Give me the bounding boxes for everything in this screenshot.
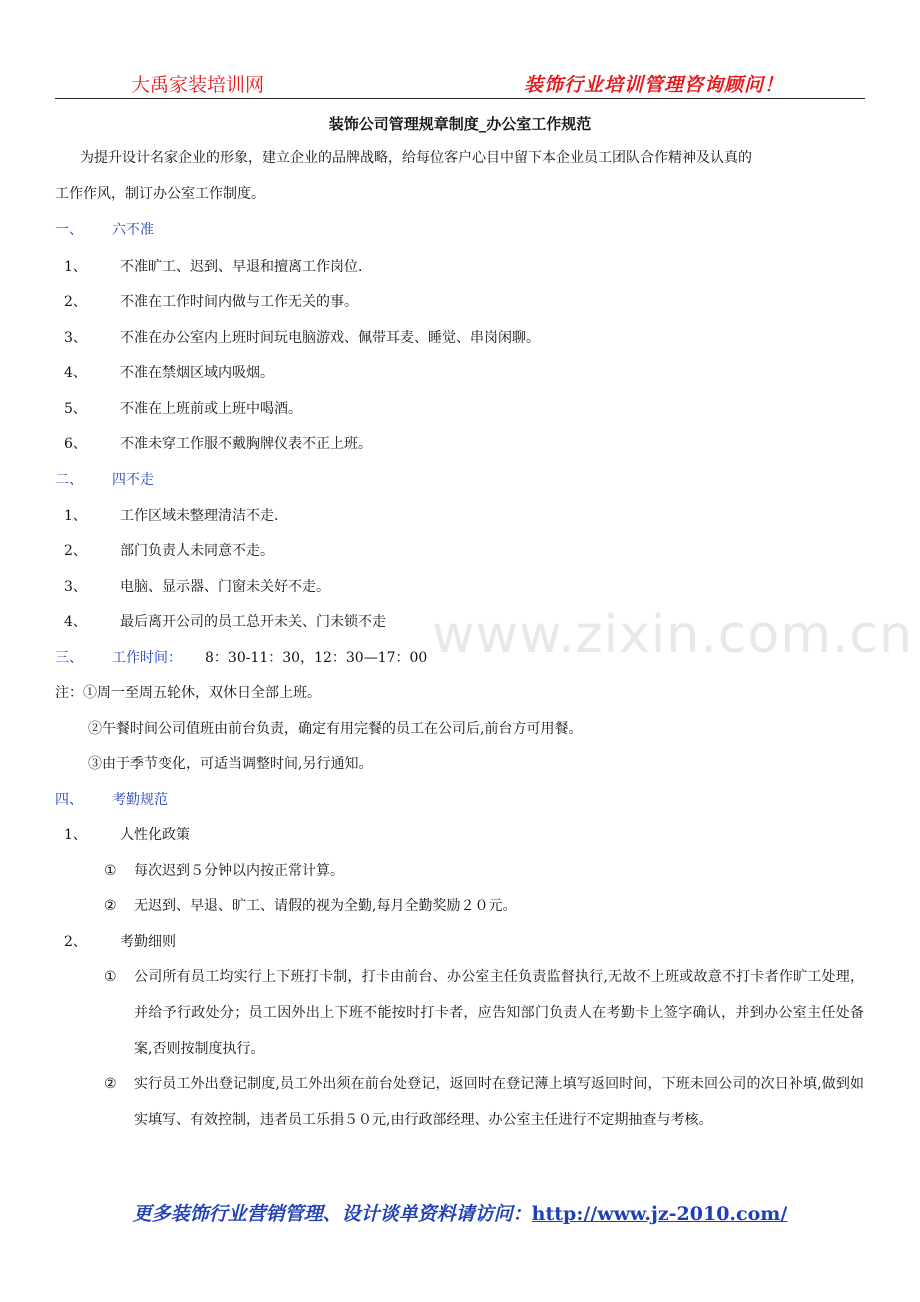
s1-item-5-text: 不准在上班前或上班中喝酒。 <box>120 401 302 417</box>
section-1-number: 一、 <box>55 222 83 238</box>
s4-sub-2-item-2-text: 实行员工外出登记制度,员工外出须在前台处登记，返回时在登记薄上填写返回时间，下班未回公司的次日补填,做到如实填写、有效控制，违者员工乐捐５０元,由行政部经理、办公室主任进行不定期抽查与考核。 <box>134 1076 864 1128</box>
section-4-title: 考勤规范 <box>112 792 168 808</box>
intro-line-2: 工作作风，制订办公室工作制度。 <box>55 186 265 202</box>
s1-item-2-number: 2、 <box>64 294 87 310</box>
watermark: www.zixin.com.cn <box>432 605 913 665</box>
header-divider <box>55 98 865 99</box>
s2-item-4-text: 最后离开公司的员工总开未关、门未锁不走 <box>120 614 386 630</box>
section-1-title: 六不准 <box>112 222 154 238</box>
header-slogan: 装饰行业培训管理咨询顾问！ <box>524 74 785 96</box>
section-2-number: 二、 <box>55 472 83 488</box>
section-2-title: 四不走 <box>112 472 154 488</box>
s4-sub-1-item-2-marker: ② <box>104 898 117 914</box>
s2-item-1-text: 工作区域未整理清洁不走. <box>120 508 279 524</box>
s1-item-4-number: 4、 <box>64 365 87 381</box>
s4-sub-1-item-1-marker: ① <box>104 863 117 879</box>
s1-item-1-number: 1、 <box>64 259 87 275</box>
s1-item-3-text: 不准在办公室内上班时间玩电脑游戏、佩带耳麦、睡觉、串岗闲聊。 <box>120 330 540 346</box>
s1-item-1-text: 不准旷工、迟到、早退和擅离工作岗位. <box>120 259 363 275</box>
note-2: ②午餐时间公司值班由前台负责，确定有用完餐的员工在公司后,前台方可用餐。 <box>88 721 583 737</box>
s4-sub-2-number: 2、 <box>64 934 87 950</box>
section-3-number: 三、 <box>55 650 83 666</box>
footer-link[interactable]: http://www.jz-2010.com/ <box>531 1203 788 1225</box>
s4-sub-1-item-2-text: 无迟到、早退、旷工、请假的视为全勤,每月全勤奖励２０元。 <box>134 898 517 914</box>
note-1: 注：①周一至周五轮休，双休日全部上班。 <box>55 685 321 701</box>
working-hours: 8：30-11：30，12：30—17：00 <box>205 650 428 666</box>
s4-sub-1-number: 1、 <box>64 827 87 843</box>
s4-sub-2-item-1-text: 公司所有员工均实行上下班打卡制，打卡由前台、办公室主任负责监督执行,无故不上班或故意不打卡者作旷工处理，并给予行政处分；员工因外出上下班不能按时打卡者，应告知部门负责人在考勤卡上签字确认，并到办公室主任处备案,否则按制度执行。 <box>134 969 864 1057</box>
s4-sub-2-title: 考勤细则 <box>120 934 176 950</box>
s4-sub-1-title: 人性化政策 <box>120 827 190 843</box>
s2-item-3-text: 电脑、显示器、门窗未关好不走。 <box>120 579 330 595</box>
s2-item-2-number: 2、 <box>64 543 87 559</box>
note-3: ③由于季节变化，可适当调整时间,另行通知。 <box>88 756 373 772</box>
s1-item-5-number: 5、 <box>64 401 87 417</box>
s2-item-2-text: 部门负责人未同意不走。 <box>120 543 274 559</box>
s1-item-6-number: 6、 <box>64 436 87 452</box>
footer-text: 更多装饰行业营销管理、设计谈单资料请访问： <box>132 1203 532 1225</box>
s1-item-3-number: 3、 <box>64 330 87 346</box>
s4-sub-1-item-1-text: 每次迟到５分钟以内按正常计算。 <box>134 863 344 879</box>
section-4-number: 四、 <box>55 792 83 808</box>
footer <box>0 1199 920 1226</box>
page-title: 装饰公司管理规章制度_办公室工作规范 <box>328 115 592 133</box>
s2-item-3-number: 3、 <box>64 579 87 595</box>
s4-sub-2-item-1-marker: ① <box>104 969 117 985</box>
s1-item-2-text: 不准在工作时间内做与工作无关的事。 <box>120 294 358 310</box>
section-3-title: 工作时间： <box>112 650 182 666</box>
s1-item-6-text: 不准未穿工作服不戴胸牌仪表不正上班。 <box>120 436 372 452</box>
s2-item-4-number: 4、 <box>64 614 87 630</box>
intro-line-1: 为提升设计名家企业的形象，建立企业的品牌战略，给每位客户心目中留下本企业员工团队合作精神及认真的 <box>80 150 752 166</box>
header-site-name: 大禹家装培训网 <box>131 74 265 96</box>
s4-sub-2-item-2-marker: ② <box>104 1076 117 1092</box>
s2-item-1-number: 1、 <box>64 508 87 524</box>
s1-item-4-text: 不准在禁烟区域内吸烟。 <box>120 365 274 381</box>
